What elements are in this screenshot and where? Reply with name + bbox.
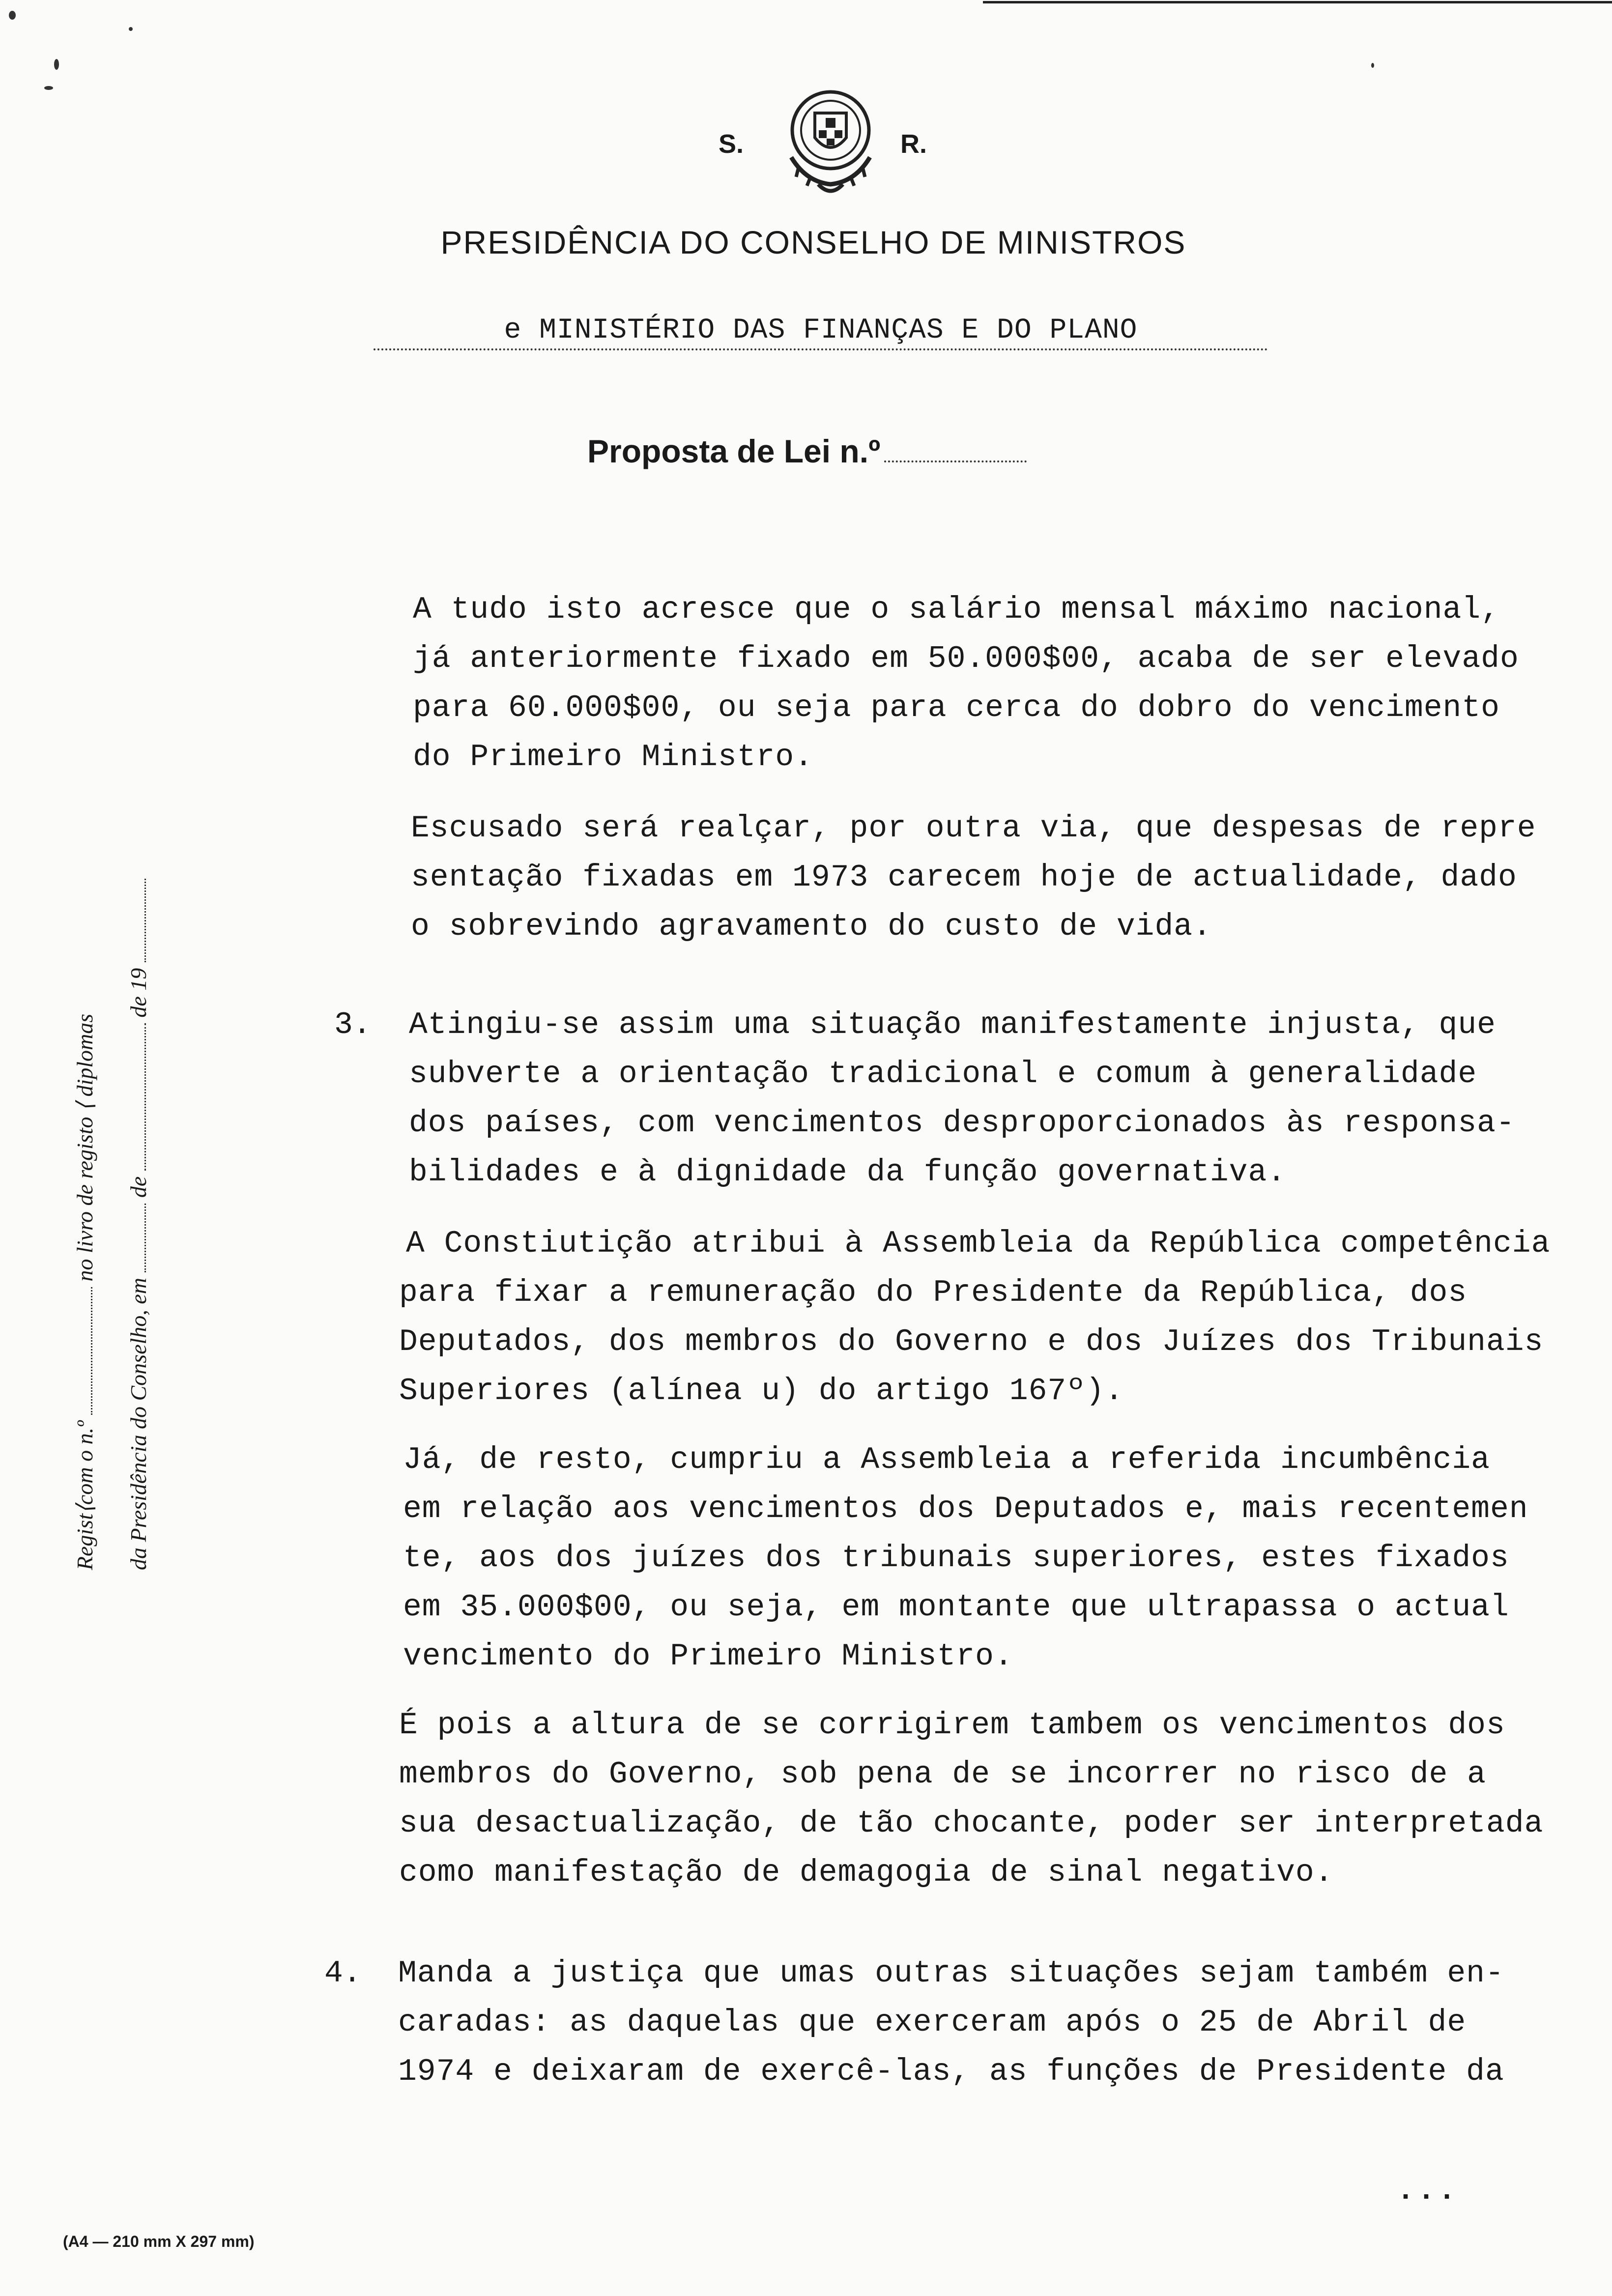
text-line: em relação aos vencimentos dos Deputados e, mais recentemen	[403, 1492, 1528, 1526]
text-line: membros do Governo, sob pena de se incorrer no risco de a	[399, 1757, 1486, 1792]
proposal-label: Proposta de Lei n.º	[587, 433, 881, 469]
text-line: como manifestação de demagogia de sinal negativo.	[399, 1855, 1334, 1890]
proposal-number-blank	[884, 460, 1027, 462]
text-line: em 35.000$00, ou seja, em montante que ultrapassa o actual	[403, 1590, 1509, 1625]
text-line: do Primeiro Ministro.	[413, 740, 813, 775]
text-line: o sobrevindo agravamento do custo de vida.	[411, 909, 1212, 944]
text-line: Deputados, dos membros do Governo e dos Juízes dos Tribunais	[399, 1324, 1544, 1359]
margin-register-line-1: Regist⟨com o n.º no livro de registo ⟨ diplomas	[72, 1013, 97, 1570]
text-line: caradas: as daquelas que exerceram após o 25 de Abril de	[398, 2005, 1467, 2040]
text-line: É pois a altura de se corrigirem tambem os vencimentos dos	[399, 1708, 1505, 1743]
ministry-title: e MINISTÉRIO DAS FINANÇAS E DO PLANO	[374, 315, 1268, 350]
text-line: te, aos dos juízes dos tribunais superiores, estes fixados	[403, 1541, 1509, 1576]
text-line: bilidades e à dignidade da função governativa.	[409, 1155, 1287, 1190]
scan-speck	[9, 11, 16, 20]
coat-of-arms-icon	[777, 84, 885, 201]
scan-speck	[54, 59, 59, 70]
proposal-heading	[587, 432, 1027, 470]
text-line: Superiores (alínea u) do artigo 167º).	[399, 1374, 1124, 1408]
scan-speck	[44, 86, 53, 90]
seal-letter-s: S.	[719, 129, 744, 159]
scan-speck	[1371, 63, 1374, 68]
text-line: A Constiutição atribui à Assembleia da República competência	[406, 1226, 1551, 1261]
paragraph-number: 4.	[324, 1956, 362, 1991]
presidency-title: PRESIDÊNCIA DO CONSELHO DE MINISTROS	[440, 224, 1186, 260]
continuation-marker: ...	[1397, 2175, 1459, 2208]
margin-register-line-2: da Presidência do Conselho, em de de 19	[125, 879, 151, 1570]
text-line: dos países, com vencimentos desproporcionados às responsa-	[409, 1106, 1515, 1141]
text-line: Escusado será realçar, por outra via, que despesas de repre	[411, 811, 1536, 846]
text-line: A tudo isto acresce que o salário mensal máximo nacional,	[413, 592, 1500, 627]
text-line: já anteriormente fixado em 50.000$00, acaba de ser elevado	[413, 641, 1519, 676]
paragraph-number: 3.	[334, 1007, 372, 1042]
text-line: sua desactualização, de tão chocante, poder ser interpretada	[399, 1806, 1544, 1841]
scan-speck	[129, 27, 133, 31]
seal-header	[688, 84, 944, 211]
text-line: Já, de resto, cumpriu a Assembleia a referida incumbência	[403, 1442, 1490, 1477]
text-line: Atingiu-se assim uma situação manifestamente injusta, que	[409, 1007, 1496, 1042]
text-line: Manda a justiça que umas outras situações sejam também en-	[398, 1956, 1504, 1991]
text-line: sentação fixadas em 1973 carecem hoje de actualidade, dado	[411, 860, 1517, 895]
text-line: para 60.000$00, ou seja para cerca do dobro do vencimento	[413, 690, 1500, 725]
text-line: subverte a orientação tradicional e comum à generalidade	[409, 1057, 1477, 1091]
top-rule	[983, 1, 1612, 3]
text-line: para fixar a remuneração do Presidente da República, dos	[399, 1275, 1468, 1310]
text-line: vencimento do Primeiro Ministro.	[403, 1639, 1013, 1674]
paper-size-note: (A4 — 210 mm X 297 mm)	[63, 2233, 255, 2250]
seal-letter-r: R.	[900, 129, 927, 159]
text-line: 1974 e deixaram de exercê-las, as funções de Presidente da	[398, 2054, 1504, 2089]
